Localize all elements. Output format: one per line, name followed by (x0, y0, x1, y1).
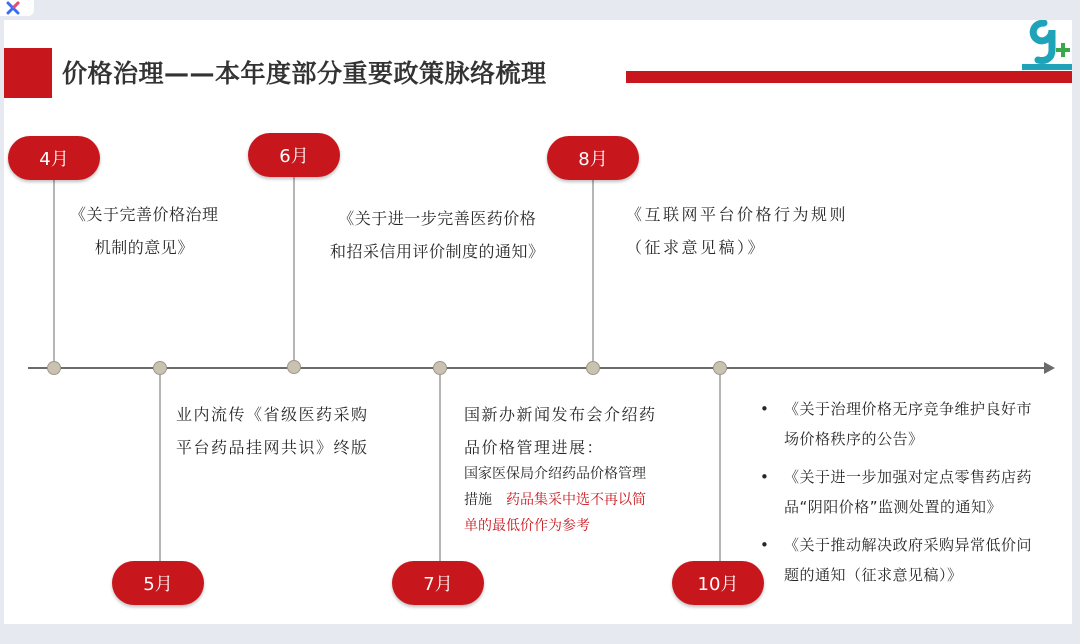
policy-text-july: 国新办新闻发布会介绍药 品价格管理进展： (464, 405, 657, 457)
list-item: • 《关于进一步加强对定点零售药店药 品“阴阳价格”监测处置的通知》 (760, 468, 1033, 516)
timeline-arrow-icon (1044, 362, 1055, 374)
app-logo-icon (0, 0, 34, 16)
policy-text-june: 《关于进一步完善医药价格 和招采信用评价制度的通知》 (330, 209, 545, 261)
stem-july (439, 368, 441, 562)
month-badge-april: 4月 (8, 136, 100, 180)
stem-april (53, 178, 55, 368)
timeline-dot-june (287, 360, 301, 374)
policy-list-october (760, 394, 1032, 598)
timeline-dot-may (153, 361, 167, 375)
timeline-axis (28, 367, 1046, 369)
timeline-dot-october (713, 361, 727, 375)
list-item: • 《关于推动解决政府采购异常低价问 题的通知（征求意见稿）》 (760, 536, 1033, 584)
stem-august (592, 178, 594, 368)
title-accent-bar (626, 71, 1072, 83)
policy-text-may: 业内流传《省级医药采购 平台药品挂网共识》终版 (176, 405, 369, 457)
month-badge-june: 6月 (248, 133, 340, 177)
corner-logo-icon (1022, 20, 1072, 70)
timeline-dot-july (433, 361, 447, 375)
timeline-dot-april (47, 361, 61, 375)
stem-may (159, 368, 161, 562)
slide (4, 20, 1072, 624)
title-accent-block (4, 48, 52, 98)
policy-text-august: 《互联网平台价格行为规则 （征求意见稿）》 (626, 205, 849, 257)
month-badge-august: 8月 (547, 136, 639, 180)
month-badge-may: 5月 (112, 561, 204, 605)
policy-text-april: 《关于完善价格治理 机制的意见》 (70, 205, 219, 257)
month-badge-july: 7月 (392, 561, 484, 605)
month-badge-october: 10月 (672, 561, 764, 605)
page-title: 价格治理——本年度部分重要政策脉络梳理 (62, 59, 547, 88)
stem-october (719, 368, 721, 562)
timeline-dot-august (586, 361, 600, 375)
policy-detail-july: 国家医保局介绍药品价格管理 措施 药品集采中选不再以简 单的最低价作为参考 (464, 466, 646, 534)
stem-june (293, 175, 295, 368)
list-item: • 《关于治理价格无序竞争维护良好市 场价格秩序的公告》 (760, 400, 1033, 448)
